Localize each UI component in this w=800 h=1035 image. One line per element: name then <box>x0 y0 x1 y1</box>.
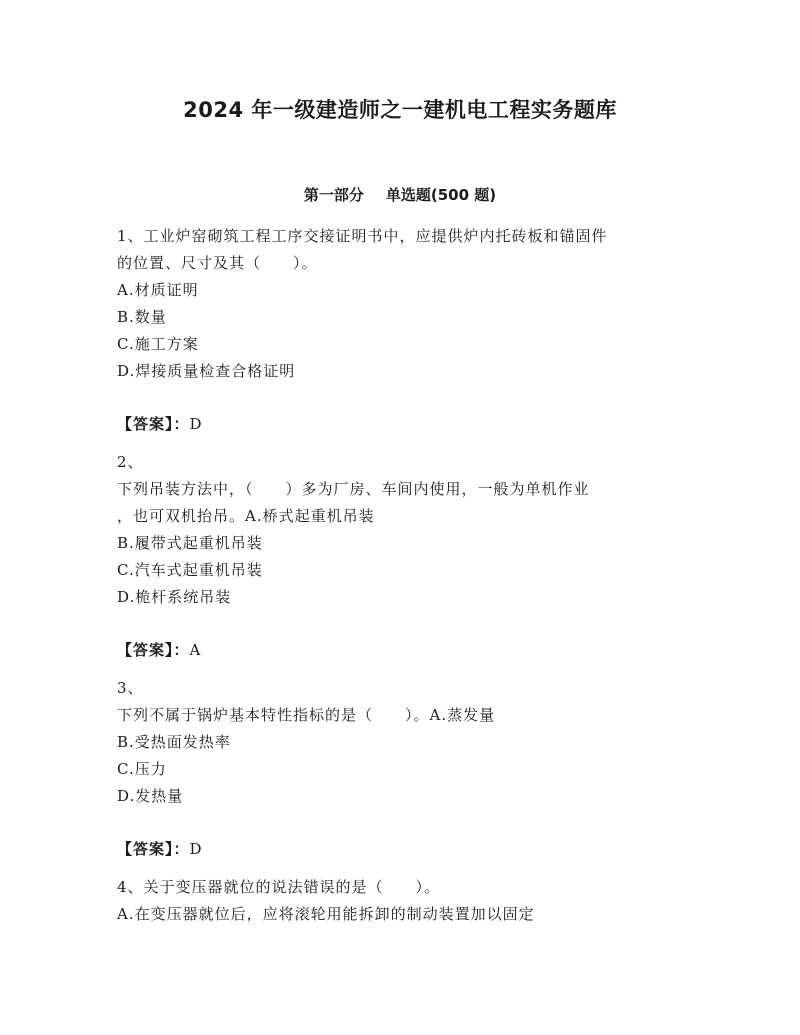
section-title <box>0 184 800 205</box>
option-c: C.汽车式起重机吊装 <box>117 561 263 579</box>
section-part: 第一部分 <box>303 186 364 204</box>
question-2 <box>117 449 697 675</box>
option-d: D.焊接质量检查合格证明 <box>117 362 296 380</box>
option-a: A.在变压器就位后，应将滚轮用能拆卸的制动装置加以固定 <box>117 905 535 923</box>
option-d: D.桅杆系统吊装 <box>117 588 232 606</box>
question-1 <box>117 223 697 449</box>
answer-line <box>117 836 697 863</box>
question-line: 下列不属于锅炉基本特性指标的是（ ）。A.蒸发量 <box>117 706 496 724</box>
question-line: 4、关于变压器就位的说法错误的是（ ）。 <box>117 878 441 896</box>
answer-label: 【答案】： <box>117 840 190 858</box>
answer-line <box>117 411 697 438</box>
question-line: ，也可双机抬吊。A.桥式起重机吊装 <box>117 507 375 525</box>
answer-value: A <box>189 641 202 659</box>
question-line: 1、工业炉窑砌筑工程工序交接证明书中，应提供炉内托砖板和锚固件 <box>117 227 608 245</box>
document-title: 2024 年一级建造师之一建机电工程实务题库 <box>183 98 617 122</box>
question-number: 3、 <box>117 679 144 697</box>
answer-line <box>117 637 697 664</box>
question-4 <box>117 874 697 928</box>
option-b: B.数量 <box>117 308 167 326</box>
answer-value: D <box>189 415 203 433</box>
question-3 <box>117 675 697 874</box>
question-list <box>117 223 697 928</box>
option-b: B.履带式起重机吊装 <box>117 534 263 552</box>
answer-label: 【答案】： <box>117 415 190 433</box>
option-c: C.施工方案 <box>117 335 199 353</box>
answer-label: 【答案】： <box>117 641 190 659</box>
option-a: A.材质证明 <box>117 281 199 299</box>
section-name: 单选题(500 题) <box>385 186 497 204</box>
answer-value: D <box>189 840 203 858</box>
question-number: 2、 <box>117 453 144 471</box>
option-d: D.发热量 <box>117 787 184 805</box>
option-c: C.压力 <box>117 760 167 778</box>
question-line: 下列吊装方法中，（ ）多为厂房、车间内使用，一般为单机作业 <box>117 480 590 498</box>
option-b: B.受热面发热率 <box>117 733 231 751</box>
question-line: 的位置、尺寸及其（ ）。 <box>117 254 318 272</box>
